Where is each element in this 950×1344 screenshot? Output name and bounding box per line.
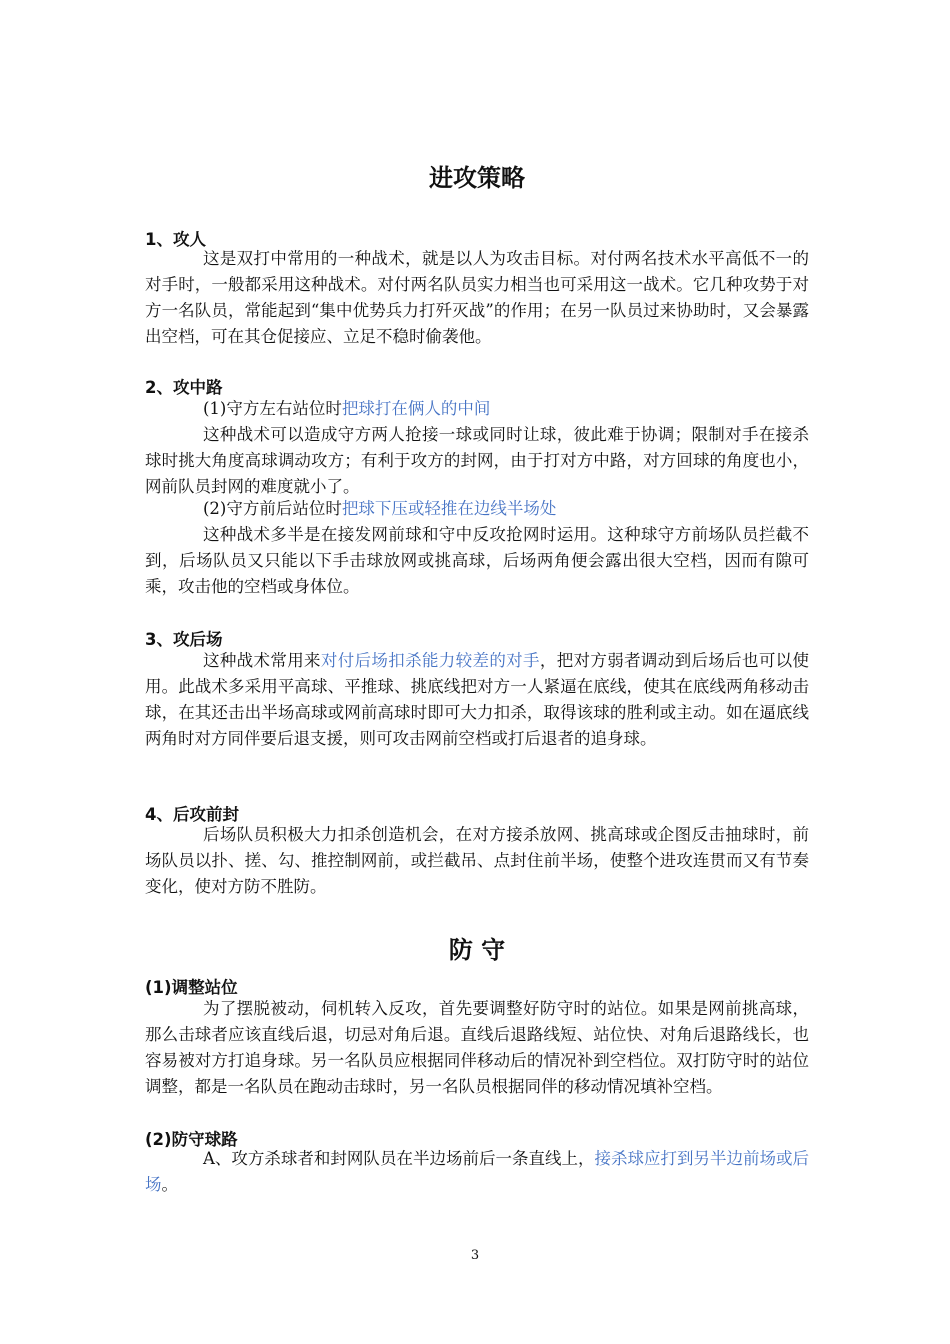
highlight-text: 把球打在俩人的中间: [341, 399, 491, 418]
paragraph-rest: ，把对方弱者调动到后场后也可以使用。此战术多采用平高球、平推球、挑底线把对方一人紧逼在底线，使其在底线两角移动击球，在其还击出半场高球或网前高球时即可大力扣杀，取得该球的胜利或主动。如在逼底线两角时对方同伴要后退支援，则可攻击网前空档或打后退者的追身球。: [145, 651, 810, 748]
paragraph-attack-middle-1: 这种战术可以造成守方两人抢接一球或同时让球，彼此难于协调；限制对手在接杀球时挑大角度高球调动攻方；有利于攻方的封网，由于打对方中路，对方回球的角度也小，网前队员封网的难度就小了。: [145, 425, 809, 496]
attack-title: 进攻策略: [429, 164, 525, 192]
section-heading-attack-middle: 2、攻中路: [145, 378, 223, 397]
paragraph-prefix: 这种战术常用来: [203, 651, 321, 670]
paragraph-attack-person: 这是双打中常用的一种战术，就是以人为攻击目标。对付两名技术水平高低不一的对手时，一般都采用这种战术。对付两名队员实力相当也可采用这一战术。它几种攻势于对方一名队员，常能起到“集中优势兵力打歼灭战”的作用；在另一队员过来协助时，又会暴露出空档，可在其仓促接应、立足不稳时偷袭他。: [145, 249, 809, 346]
highlight-text: 接杀球应打到另半边前场或后场: [145, 1149, 809, 1194]
highlight-text: 把球下压或轻推在边线半场处: [341, 499, 557, 518]
highlight-text: 对付后场扣杀能力较差的对手: [320, 651, 540, 670]
section-heading-adjust-position: (1)调整站位: [145, 978, 238, 997]
paragraph-defense-routes: [145, 1146, 809, 1198]
paragraph-attack-back: [145, 648, 809, 752]
section-heading-back-attack-front-seal: 4、后攻前封: [145, 805, 239, 824]
subheading-left-right: [145, 396, 809, 422]
page-number: 3: [470, 1248, 480, 1263]
paragraph-rest: 。: [161, 1175, 178, 1194]
paragraph-adjust-position: 为了摆脱被动，伺机转入反攻，首先要调整好防守时的站位。如果是网前挑高球，那么击球者应该直线后退，切忌对角后退。直线后退路线短、站位快、对角后退路线长，也容易被对方打追身球。另一名队员应根据同伴移动后的情况补到空档位。双打防守时的站位调整，都是一名队员在跑动击球时，另一名队员根据同伴的移动情况填补空档。: [145, 999, 809, 1096]
defense-title: 防 守: [448, 936, 506, 964]
subheading-prefix: (2)守方前后站位时: [203, 499, 342, 518]
subheading-front-back: [145, 496, 809, 522]
paragraph-back-attack-front-seal: 后场队员积极大力扣杀创造机会，在对方接杀放网、挑高球或企图反击抽球时，前场队员以扑、搓、勾、推控制网前，或拦截吊、点封住前半场，使整个进攻连贯而又有节奏变化，使对方防不胜防。: [145, 825, 809, 896]
section-heading-attack-person: 1、攻人: [145, 230, 206, 249]
paragraph-prefix: A、攻方杀球者和封网队员在半边场前后一条直线上，: [203, 1149, 595, 1168]
paragraph-attack-middle-2: 这种战术多半是在接发网前球和守中反攻抢网时运用。这种球守方前场队员拦截不到，后场队员又只能以下手击球放网或挑高球，后场两角便会露出很大空档，因而有隙可乘，攻击他的空档或身体位。: [145, 525, 809, 596]
section-heading-attack-back: 3、攻后场: [145, 630, 223, 649]
section-heading-defense-routes: (2)防守球路: [145, 1130, 238, 1149]
subheading-prefix: (1)守方左右站位时: [203, 399, 342, 418]
